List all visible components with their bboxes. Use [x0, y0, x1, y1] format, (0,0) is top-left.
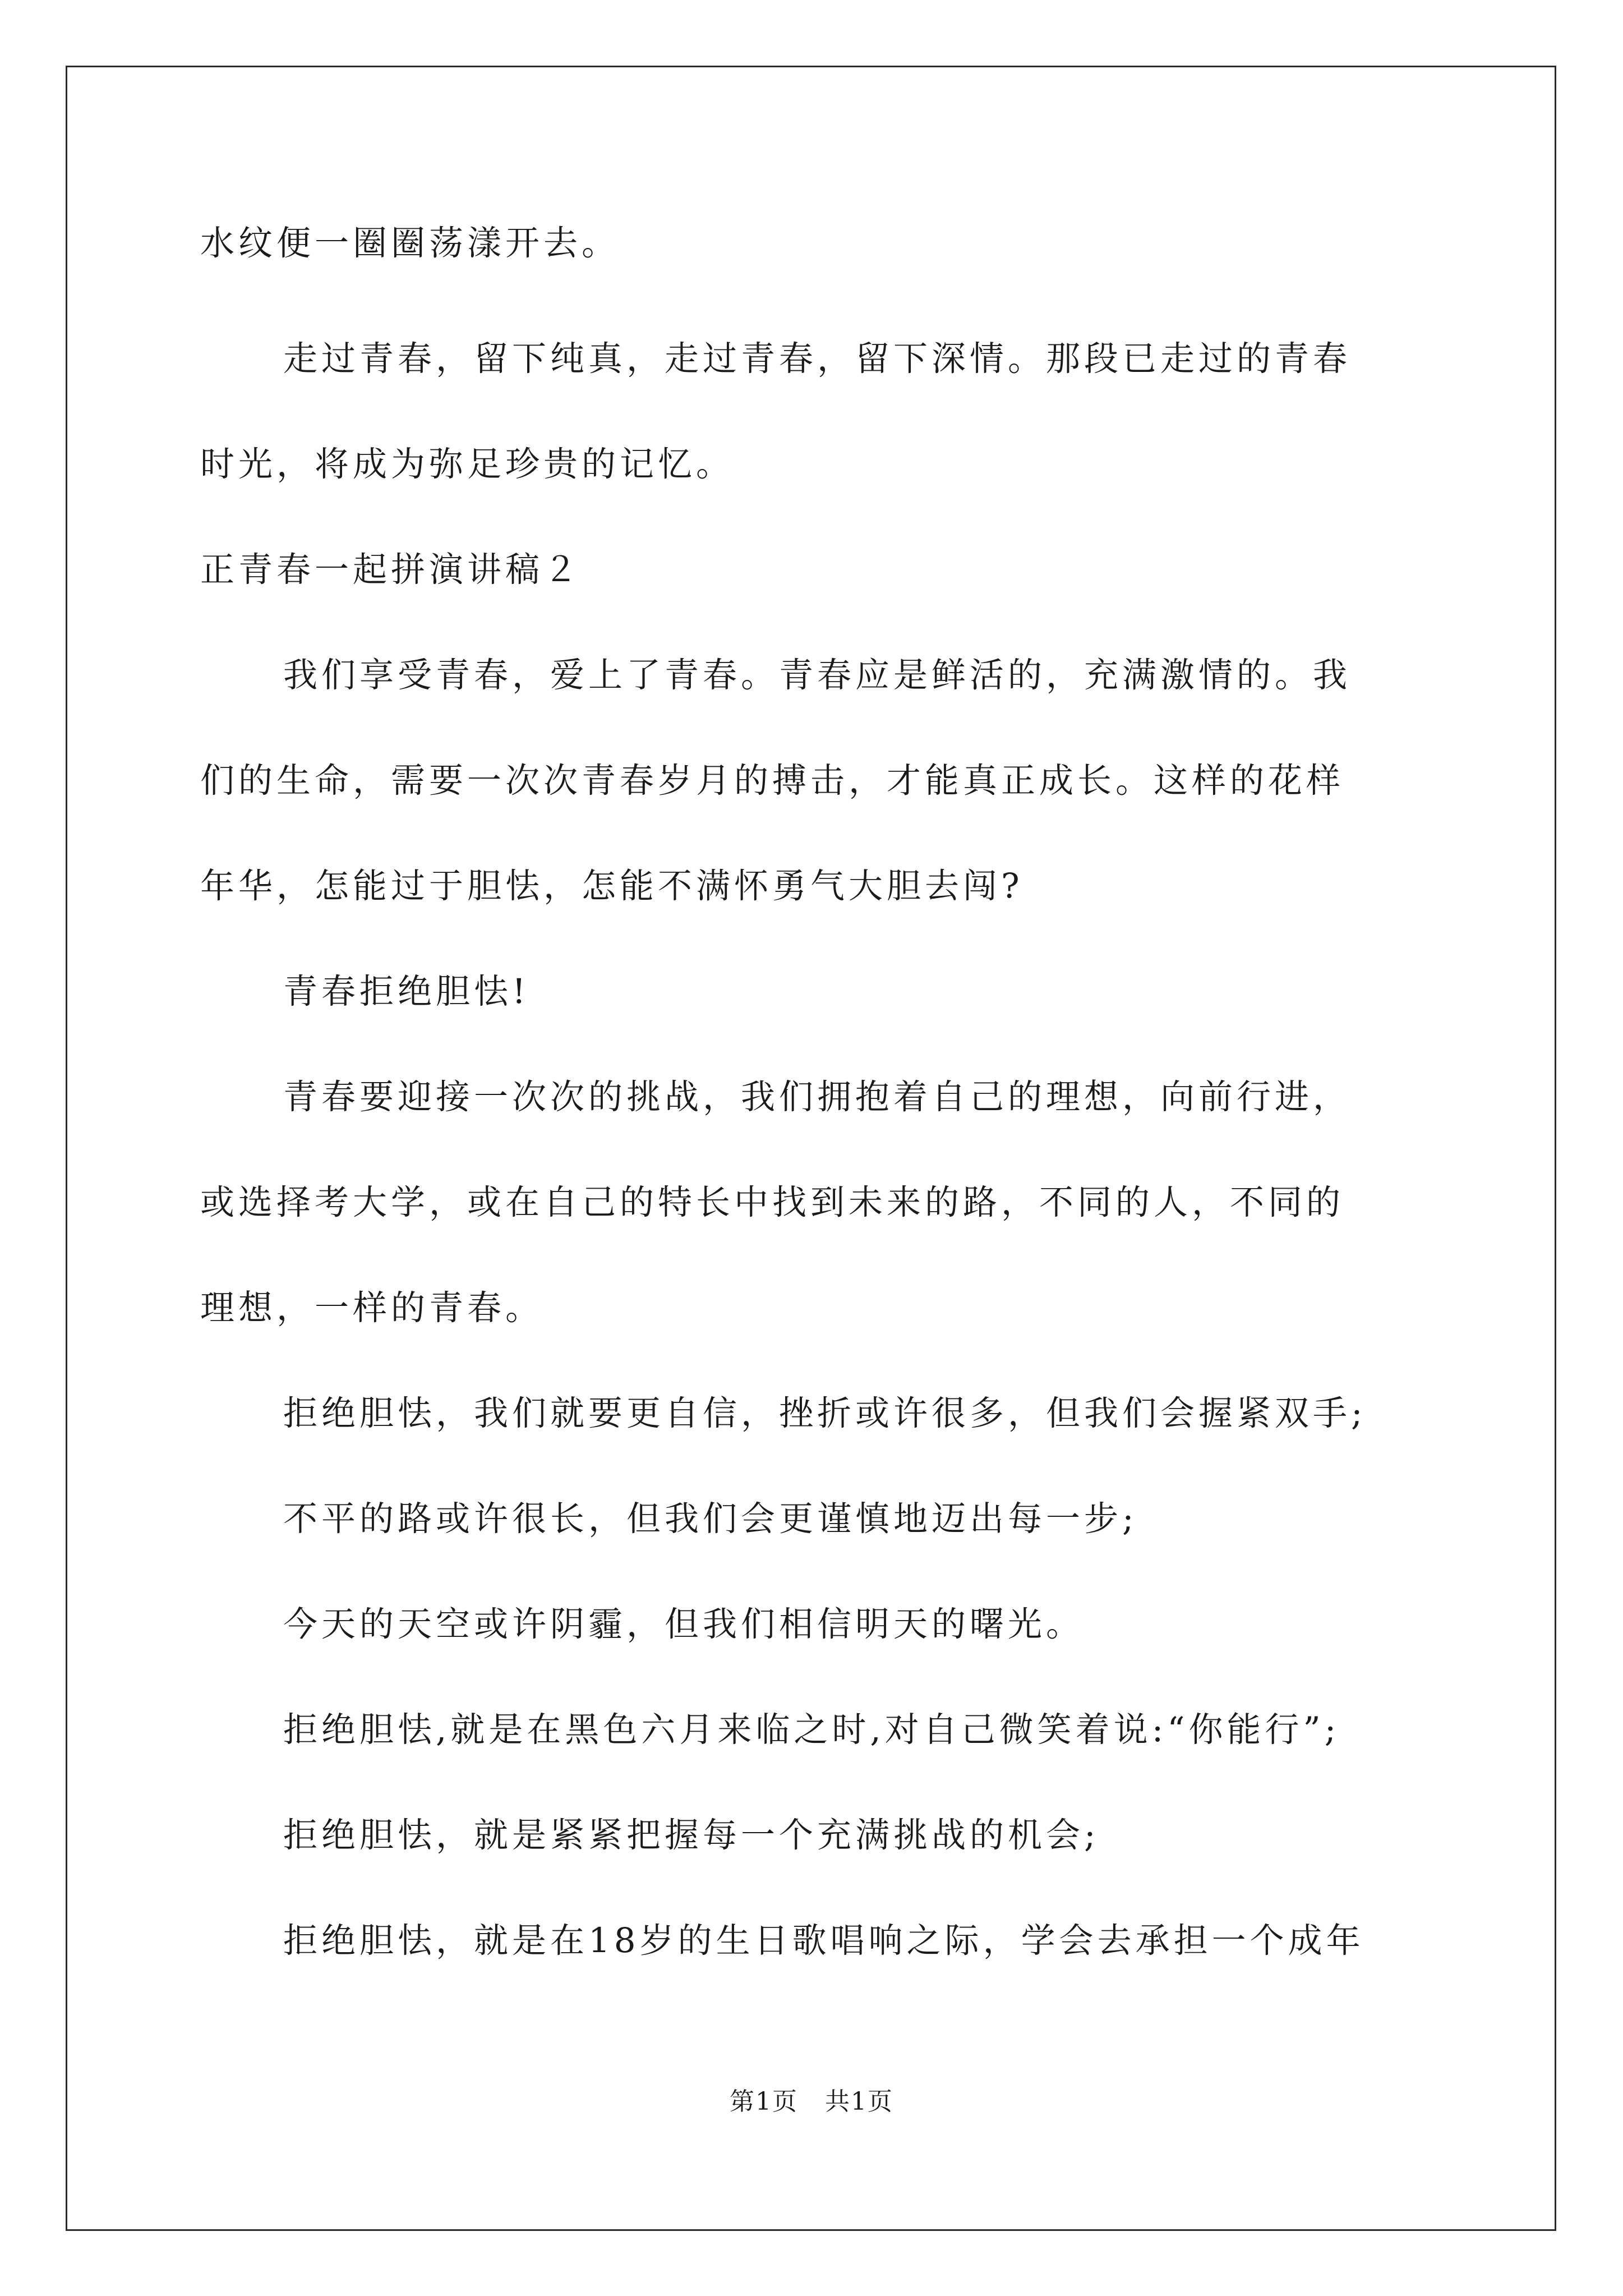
page-frame: [66, 66, 1556, 2231]
paragraph-line: 青春拒绝胆怯!: [283, 972, 530, 1011]
paragraph-line: 时光，将成为弥足珍贵的记忆。: [200, 444, 735, 484]
paragraph-line: 拒绝胆怯，我们就要更自信，挫折或许很多，但我们会握紧双手;: [283, 1393, 1367, 1433]
page-number: 第1页: [730, 2087, 799, 2116]
paragraph-line: 走过青春，留下纯真，走过青春，留下深情。那段已走过的青春: [283, 339, 1352, 379]
page-footer: [0, 2081, 1623, 2117]
paragraph-line: 水纹便一圈圈荡漾开去。: [200, 223, 620, 263]
paragraph-line: 不平的路或许很长，但我们会更谨慎地迈出每一步;: [283, 1499, 1138, 1539]
paragraph-line: 今天的天空或许阴霾，但我们相信明天的曙光。: [283, 1604, 1085, 1644]
paragraph-line: 青春要迎接一次次的挑战，我们拥抱着自己的理想，向前行进，: [283, 1077, 1352, 1117]
paragraph-line: 们的生命，需要一次次青春岁月的搏击，才能真正成长。这样的花样: [200, 761, 1345, 800]
paragraph-line: 理想，一样的青春。: [200, 1288, 544, 1328]
paragraph-line: 或选择考大学，或在自己的特长中找到未来的路，不同的人，不同的: [200, 1182, 1345, 1222]
page-total: 共1页: [824, 2087, 893, 2116]
paragraph-line: 拒绝胆怯,就是在黑色六月来临之时,对自己微笑着说:“你能行”;: [283, 1710, 1340, 1750]
paragraph-line: 拒绝胆怯，就是在18岁的生日歌唱响之际，学会去承担一个成年: [283, 1921, 1364, 1961]
paragraph-line: 年华，怎能过于胆怯，怎能不满怀勇气大胆去闯?: [200, 866, 1023, 906]
section-heading: 正青春一起拼演讲稿２: [200, 550, 582, 590]
paragraph-line: 我们享受青春，爱上了青春。青春应是鲜活的，充满激情的。我: [283, 655, 1352, 695]
paragraph-line: 拒绝胆怯，就是紧紧把握每一个充满挑战的机会;: [283, 1815, 1100, 1855]
